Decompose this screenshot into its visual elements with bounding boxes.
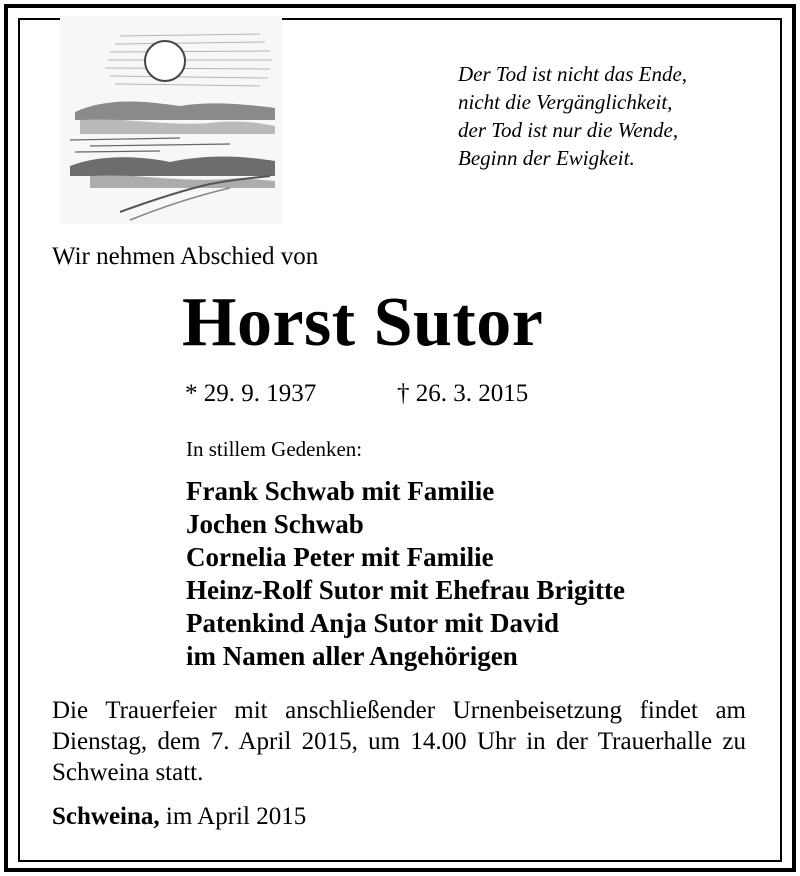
place-name: Schweina, xyxy=(52,803,160,830)
deceased-name: Horst Sutor xyxy=(182,284,544,361)
poem-line: Beginn der Ewigkeit. xyxy=(458,146,635,170)
life-dates xyxy=(185,380,529,408)
mourner: Heinz-Rolf Sutor mit Ehefrau Brigitte xyxy=(186,575,625,605)
place-date xyxy=(52,803,306,831)
moon-landscape-illustration xyxy=(60,16,282,224)
death-date: † 26. 3. 2015 xyxy=(397,380,529,407)
ceremony-text: Die Trauerfeier mit anschließender Urnenbeisetzung findet am Dienstag, dem 7. April 2015, um 14.00 Uhr in der Trauerhalle zu Schweina statt. xyxy=(52,697,746,786)
poem-line: nicht die Vergänglichkeit, xyxy=(458,90,673,114)
intro-text: Wir nehmen Abschied von xyxy=(52,243,319,270)
birth-date: * 29. 9. 1937 xyxy=(185,380,317,407)
mourner: im Namen aller Angehörigen xyxy=(186,641,518,671)
mourner: Patenkind Anja Sutor mit David xyxy=(186,608,560,638)
memory-label: In stillem Gedenken: xyxy=(186,437,363,461)
poem-line: der Tod ist nur die Wende, xyxy=(458,118,679,142)
mourner: Frank Schwab mit Familie xyxy=(186,476,495,506)
place-date-text: im April 2015 xyxy=(165,803,307,830)
mourner: Cornelia Peter mit Familie xyxy=(186,542,494,572)
mourners-list xyxy=(186,475,625,673)
poem xyxy=(458,60,687,172)
mourner: Jochen Schwab xyxy=(186,509,364,539)
poem-line: Der Tod ist nicht das Ende, xyxy=(458,62,688,86)
